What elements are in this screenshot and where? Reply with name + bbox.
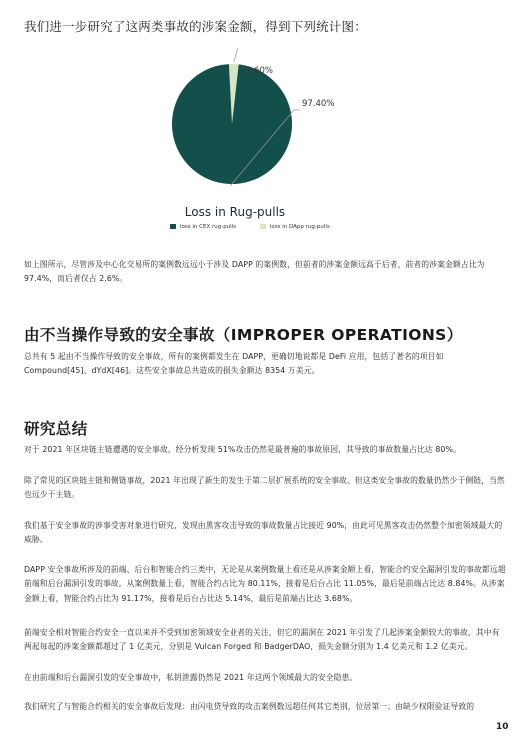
legend-label-dapp: loss in DApp rug-pulls bbox=[269, 224, 330, 230]
pie-value-label-dapp: 2.60% bbox=[246, 66, 274, 76]
pie-leader-line-dapp bbox=[234, 48, 238, 62]
chart-title: Loss in Rug-pulls bbox=[184, 205, 286, 219]
summary-paragraph-3: 我们基于安全事故的涉事受害对象进行研究，发现由黑客攻击导致的事故数量占比接近 90%，由此可见黑客攻击仍然整个加密领域最大的威胁。 bbox=[24, 521, 503, 545]
summary-paragraph-5: 前端安全相对智能合约安全一直以来并不受到加密领域安全业者的关注，但它的漏洞在 2021 年引发了几起涉案金额较大的事故，其中有两起每起的涉案金额都超过了 1 亿美元，分别是 Vulcan Forged 和 BadgerDAO，损失金额分别为 1.4 亿美元和 1.2 亿美元。 bbox=[24, 628, 500, 652]
summary-paragraph-6: 在由前端和后台漏洞引发的安全事故中，私钥泄露仍然是 2021 年这两个领域最大的安全隐患。 bbox=[24, 673, 358, 682]
pie-value-label-cex: 97.40% bbox=[302, 99, 335, 109]
legend-item-dapp bbox=[260, 224, 330, 230]
section-heading-summary: 研究总结 bbox=[24, 420, 88, 438]
summary-paragraph-2: 除了常见的区块链主链和侧链事故，2021 年出现了新生的发生于第二层扩展系统的安全事故。但这类安全事故的数量仍然少于侧链，当然也远少于主链。 bbox=[24, 476, 505, 500]
legend-swatch-cex bbox=[170, 224, 176, 229]
chart-legend bbox=[170, 224, 352, 230]
summary-paragraph-1: 对于 2021 年区块链主链遭遇的安全事故，经分析发现 51%攻击仍然是最普遍的事故原因，其导致的事故数量占比达 80%。 bbox=[24, 445, 461, 454]
improper-operations-paragraph: 总共有 5 起由不当操作导致的安全事故，所有的案例都发生在 DAPP，更确切地说都是 DeFi 应用，包括了著名的项目如 Compound[45]、dYdX[46]。这些安全事故总共造成的损失金额达 8354 万美元。 bbox=[24, 352, 444, 376]
intro-text: 我们进一步研究了这两类事故的涉案金额，得到下列统计图： bbox=[24, 19, 367, 34]
legend-swatch-dapp bbox=[260, 224, 266, 229]
section-heading-improper-operations: 由不当操作导致的安全事故（IMPROPER OPERATIONS） bbox=[24, 326, 463, 344]
summary-paragraph-4: DAPP 安全事故所涉及的前端、后台和智能合约三类中，无论是从案例数量上看还是从涉案金额上看，智能合约安全漏洞引发的事故都远超前端和后台漏洞引发的事故。从案例数量上看，智能合约占比为 80.11%，接着是后台占比 11.05%，最后是前端占比达 8.84%。从涉案金额上看，智能合约占比为 91.17%，接着是后台占比达 5.14%，最后是前端占比达 3.68%。 bbox=[24, 565, 506, 603]
legend-label-cex: loss in CEX rug-pulls bbox=[180, 224, 237, 230]
page-number: 10 bbox=[496, 722, 509, 732]
legend-item-cex bbox=[170, 224, 236, 230]
chart-analysis-paragraph: 如上图所示，尽管涉及中心化交易所的案例数远远小于涉及 DAPP 的案例数，但前者的涉案金额远高于后者，前者的涉案金额占比为 97.4%，而后者仅占 2.6%。 bbox=[24, 260, 485, 284]
summary-paragraph-7: 我们研究了与智能合约相关的安全事故后发现：由闪电贷导致的攻击案例数远超任何其它类别，位居第一；由缺少权限验证导致的 bbox=[24, 702, 475, 711]
